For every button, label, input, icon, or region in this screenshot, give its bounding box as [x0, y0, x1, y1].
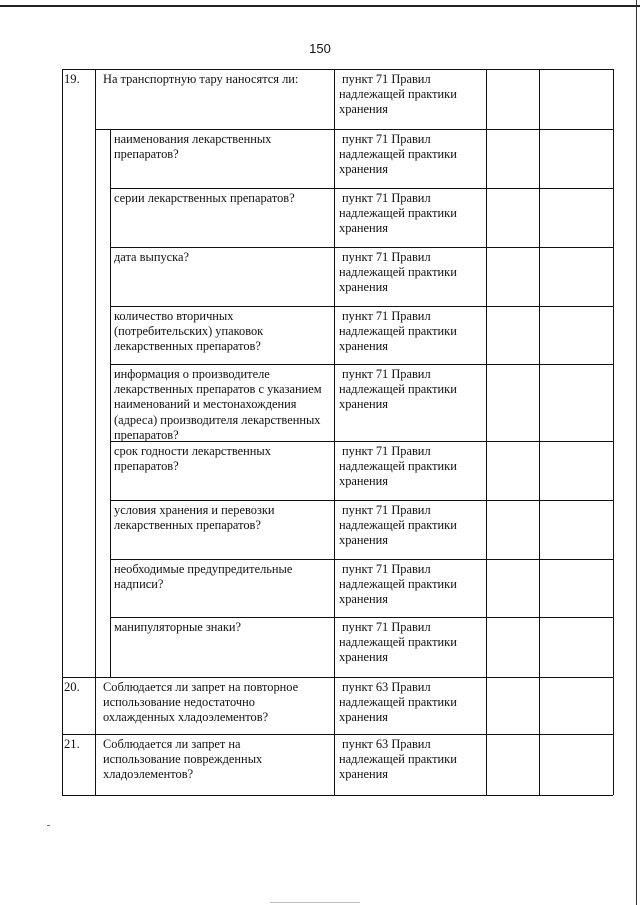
legal-reference-line: хранения: [339, 710, 388, 725]
legal-reference-line: хранения: [339, 102, 388, 117]
legal-reference-line: пункт 71 Правил: [342, 562, 431, 576]
legal-reference-line: хранения: [339, 767, 388, 782]
row-divider: [110, 500, 613, 501]
legal-reference-line: пункт 71 Правил: [342, 620, 431, 634]
subitem-question-line: препаратов?: [114, 147, 179, 162]
legal-reference-line: надлежащей практики: [339, 324, 457, 339]
row-divider: [110, 364, 613, 365]
subitem-question-line: наименования лекарственных: [114, 132, 272, 146]
question-line: Соблюдается ли запрет на: [103, 737, 241, 751]
subitem-question-line: манипуляторные знаки?: [114, 620, 242, 634]
legal-reference-line: надлежащей практики: [339, 87, 457, 102]
row-divider: [110, 441, 613, 442]
row-divider: [110, 188, 613, 189]
subitem-question-line: необходимые предупредительные: [114, 562, 293, 576]
result-column-divider: [486, 69, 487, 795]
legal-reference-line: пункт 71 Правил: [342, 503, 431, 517]
subitem-question-line: срок годности лекарственных: [114, 444, 271, 458]
legal-reference-line: хранения: [339, 280, 388, 295]
row-divider: [110, 247, 613, 248]
legal-reference-line: пункт 63 Правил: [342, 737, 431, 751]
legal-reference-line: хранения: [339, 221, 388, 236]
legal-reference-line: надлежащей практики: [339, 577, 457, 592]
row-divider: [62, 677, 613, 678]
subitem-question-line: препаратов?: [114, 427, 179, 442]
subitem-question-line: (потребительских) упаковок: [114, 324, 264, 339]
subitem-question-line: серии лекарственных препаратов?: [114, 191, 295, 205]
question-line: хладоэлементов?: [103, 767, 194, 782]
item-number: 21.: [64, 737, 80, 751]
legal-reference-line: надлежащей практики: [339, 518, 457, 533]
subitem-question-line: лекарственных препаратов с указанием: [114, 382, 322, 397]
legal-reference-line: пункт 71 Правил: [342, 72, 431, 86]
legal-reference-line: надлежащей практики: [339, 206, 457, 221]
table-border-right: [613, 69, 614, 795]
question-line: охлажденных хладоэлементов?: [103, 710, 269, 725]
number-column-divider: [95, 69, 96, 795]
item-number: 19.: [64, 72, 80, 86]
subitem-question-line: препаратов?: [114, 459, 179, 474]
legal-reference-line: пункт 71 Правил: [342, 132, 431, 146]
row-divider: [110, 559, 613, 560]
legal-reference-line: хранения: [339, 397, 388, 412]
table-border-left: [62, 69, 63, 795]
legal-reference-line: надлежащей практики: [339, 752, 457, 767]
question-line: использование поврежденных: [103, 752, 263, 767]
reference-column-divider: [334, 69, 335, 795]
subitem-question-line: наименований и местонахождения: [114, 397, 297, 412]
subitem-indent-divider: [110, 129, 111, 677]
legal-reference-line: хранения: [339, 592, 388, 607]
legal-reference-line: пункт 71 Правил: [342, 191, 431, 205]
table-border-bottom: [62, 795, 613, 796]
subitem-question-line: надписи?: [114, 577, 164, 592]
subitem-question-line: лекарственных препаратов?: [114, 518, 261, 533]
question-line: использование недостаточно: [103, 695, 255, 710]
legal-reference-line: хранения: [339, 650, 388, 665]
legal-reference-line: пункт 63 Правил: [342, 680, 431, 694]
legal-reference-line: хранения: [339, 162, 388, 177]
subitem-question-line: (адреса) производителя лекарственных: [114, 412, 321, 427]
subitem-question-line: лекарственных препаратов?: [114, 339, 261, 354]
legal-reference-line: надлежащей практики: [339, 265, 457, 280]
subitem-question-line: дата выпуска?: [114, 250, 189, 264]
row-divider: [62, 734, 613, 735]
question-line: Соблюдается ли запрет на повторное: [103, 680, 299, 694]
table-border-top: [62, 69, 613, 70]
legal-reference-line: пункт 71 Правил: [342, 444, 431, 458]
subitem-question-line: количество вторичных: [114, 309, 234, 323]
note-column-divider: [539, 69, 540, 795]
legal-reference-line: хранения: [339, 339, 388, 354]
question-line: На транспортную тару наносятся ли:: [103, 72, 299, 86]
legal-reference-line: надлежащей практики: [339, 695, 457, 710]
subitem-question-line: условия хранения и перевозки: [114, 503, 275, 517]
legal-reference-line: надлежащей практики: [339, 382, 457, 397]
legal-reference-line: хранения: [339, 533, 388, 548]
legal-reference-line: надлежащей практики: [339, 147, 457, 162]
row-divider: [110, 617, 613, 618]
scan-speck: [47, 825, 50, 826]
legal-reference-line: надлежащей практики: [339, 459, 457, 474]
legal-reference-line: пункт 71 Правил: [342, 250, 431, 264]
row-divider: [95, 129, 613, 130]
subitem-question-line: информация о производителе: [114, 367, 270, 381]
legal-reference-line: хранения: [339, 474, 388, 489]
legal-reference-line: пункт 71 Правил: [342, 309, 431, 323]
scan-speck: [270, 902, 360, 903]
item-number: 20.: [64, 680, 80, 694]
legal-reference-line: пункт 71 Правил: [342, 367, 431, 381]
row-divider: [110, 306, 613, 307]
legal-reference-line: надлежащей практики: [339, 635, 457, 650]
page-number: 150: [309, 41, 331, 56]
